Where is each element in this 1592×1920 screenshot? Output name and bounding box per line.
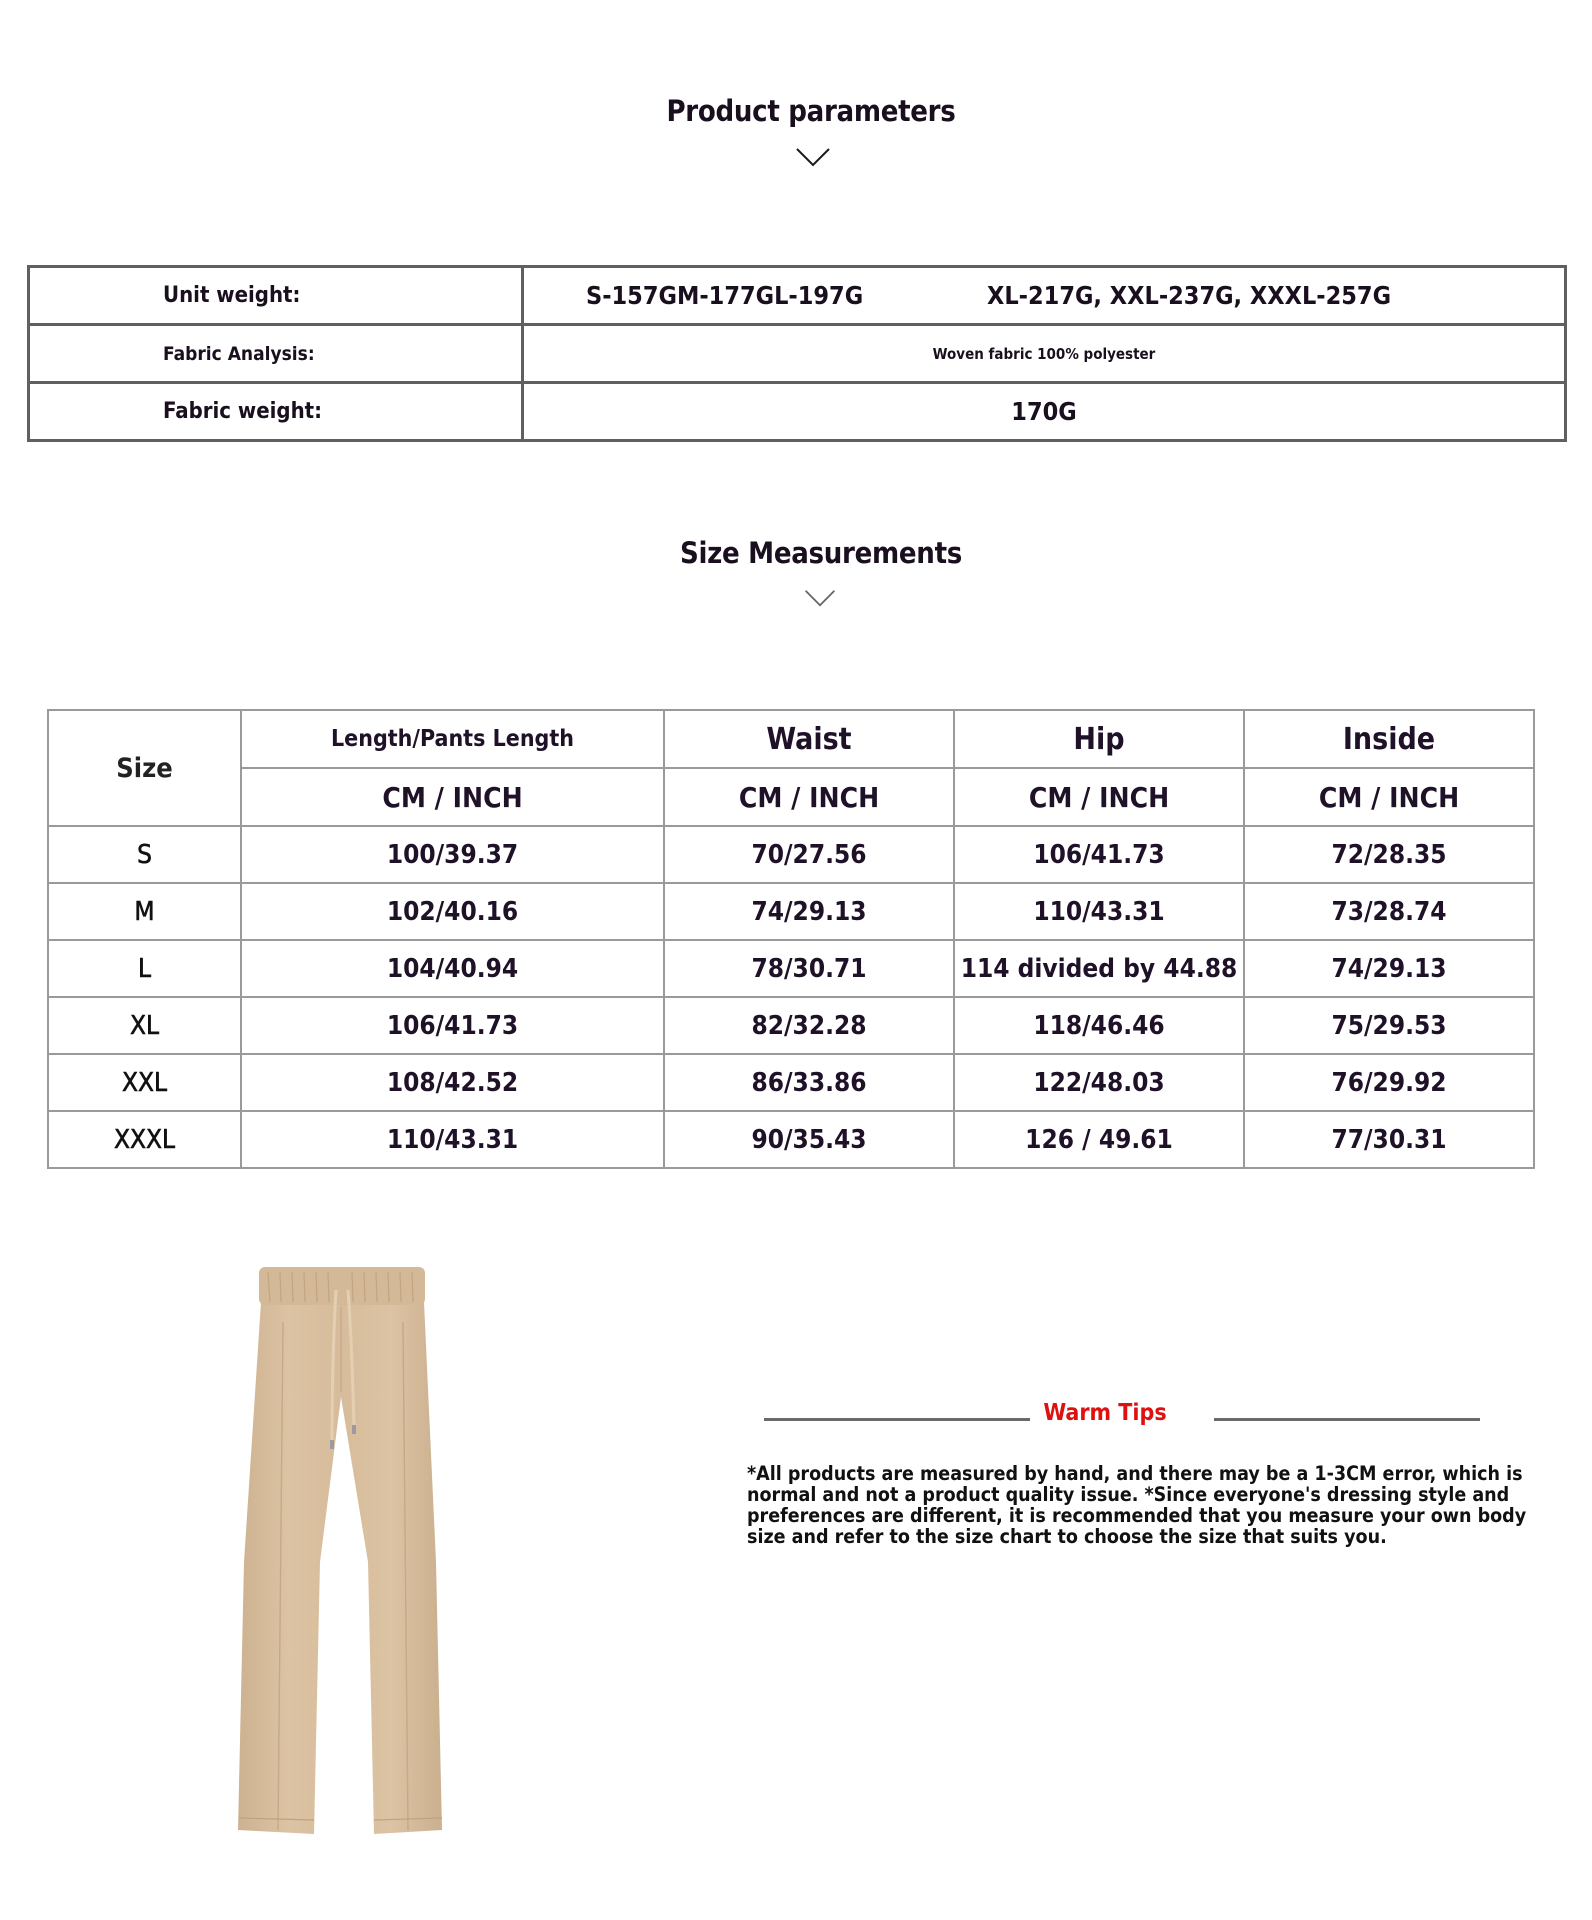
waist-value: 78/30.71 (664, 940, 954, 997)
product-parameters-title: Product parameters (666, 94, 956, 128)
inside-value: 75/29.53 (1244, 997, 1534, 1054)
column-header-waist: Waist (664, 710, 954, 768)
unit-label: CM / INCH (954, 768, 1244, 826)
inside-value: 74/29.13 (1244, 940, 1534, 997)
hip-value: 118/46.46 (954, 997, 1244, 1054)
size-row-xxxl (48, 1111, 1534, 1168)
size-row-xxl (48, 1054, 1534, 1111)
size-label: XXXL (48, 1111, 241, 1168)
unit-weight-small-sizes: S-157GM-177GL-197G (586, 281, 864, 310)
waist-value: 82/32.28 (664, 997, 954, 1054)
param-row-unit-weight (29, 267, 1566, 325)
param-label: Unit weight: (29, 267, 523, 325)
unit-weight-large-sizes: XL-217G, XXL-237G, XXXL-257G (987, 281, 1392, 310)
chevron-down-icon (796, 147, 830, 167)
size-label: XL (48, 997, 241, 1054)
hip-value: 126 / 49.61 (954, 1111, 1244, 1168)
size-row-l (48, 940, 1534, 997)
length-value: 106/41.73 (241, 997, 664, 1054)
size-row-xl (48, 997, 1534, 1054)
length-value: 110/43.31 (241, 1111, 664, 1168)
size-label: L (48, 940, 241, 997)
unit-label: CM / INCH (241, 768, 664, 826)
column-header-length: Length/Pants Length (241, 710, 664, 768)
column-header-inside: Inside (1244, 710, 1534, 768)
param-row-fabric-analysis (29, 325, 1566, 383)
inside-value: 72/28.35 (1244, 826, 1534, 883)
unit-label: CM / INCH (664, 768, 954, 826)
waist-value: 90/35.43 (664, 1111, 954, 1168)
param-value: Woven fabric 100% polyester (523, 325, 1566, 383)
size-label: M (48, 883, 241, 940)
param-row-fabric-weight (29, 383, 1566, 441)
param-value (523, 267, 1566, 325)
inside-value: 76/29.92 (1244, 1054, 1534, 1111)
hip-value: 122/48.03 (954, 1054, 1244, 1111)
length-value: 104/40.94 (241, 940, 664, 997)
length-value: 108/42.52 (241, 1054, 664, 1111)
size-label: XXL (48, 1054, 241, 1111)
waist-value: 86/33.86 (664, 1054, 954, 1111)
param-label: Fabric Analysis: (29, 325, 523, 383)
warm-tips-title: Warm Tips (1043, 1400, 1167, 1426)
hip-value: 114 divided by 44.88 (954, 940, 1244, 997)
divider-line (1214, 1418, 1480, 1421)
length-value: 100/39.37 (241, 826, 664, 883)
size-measurements-title: Size Measurements (679, 536, 962, 570)
size-column-header: Size (48, 710, 241, 826)
product-parameters-table (27, 265, 1567, 442)
size-row-m (48, 883, 1534, 940)
unit-label: CM / INCH (1244, 768, 1534, 826)
hip-value: 110/43.31 (954, 883, 1244, 940)
inside-value: 73/28.74 (1244, 883, 1534, 940)
size-table-unit-row (48, 768, 1534, 826)
warm-tips-text: *All products are measured by hand, and there may be a 1-3CM error, which is normal and not a product quality issue. *Since everyone's dressing style and preferences are different, it is recommended that you measure your own body size and refer to the size chart to choose the size that suits you. (747, 1462, 1527, 1548)
waist-value: 74/29.13 (664, 883, 954, 940)
waist-value: 70/27.56 (664, 826, 954, 883)
hip-value: 106/41.73 (954, 826, 1244, 883)
pants-product-image (228, 1262, 452, 1842)
size-table-header-row (48, 710, 1534, 768)
param-value: 170G (523, 383, 1566, 441)
column-header-hip: Hip (954, 710, 1244, 768)
chevron-down-icon (804, 589, 836, 607)
param-label: Fabric weight: (29, 383, 523, 441)
divider-line (764, 1418, 1030, 1421)
size-measurements-table (47, 709, 1535, 1169)
size-row-s (48, 826, 1534, 883)
length-value: 102/40.16 (241, 883, 664, 940)
inside-value: 77/30.31 (1244, 1111, 1534, 1168)
size-label: S (48, 826, 241, 883)
